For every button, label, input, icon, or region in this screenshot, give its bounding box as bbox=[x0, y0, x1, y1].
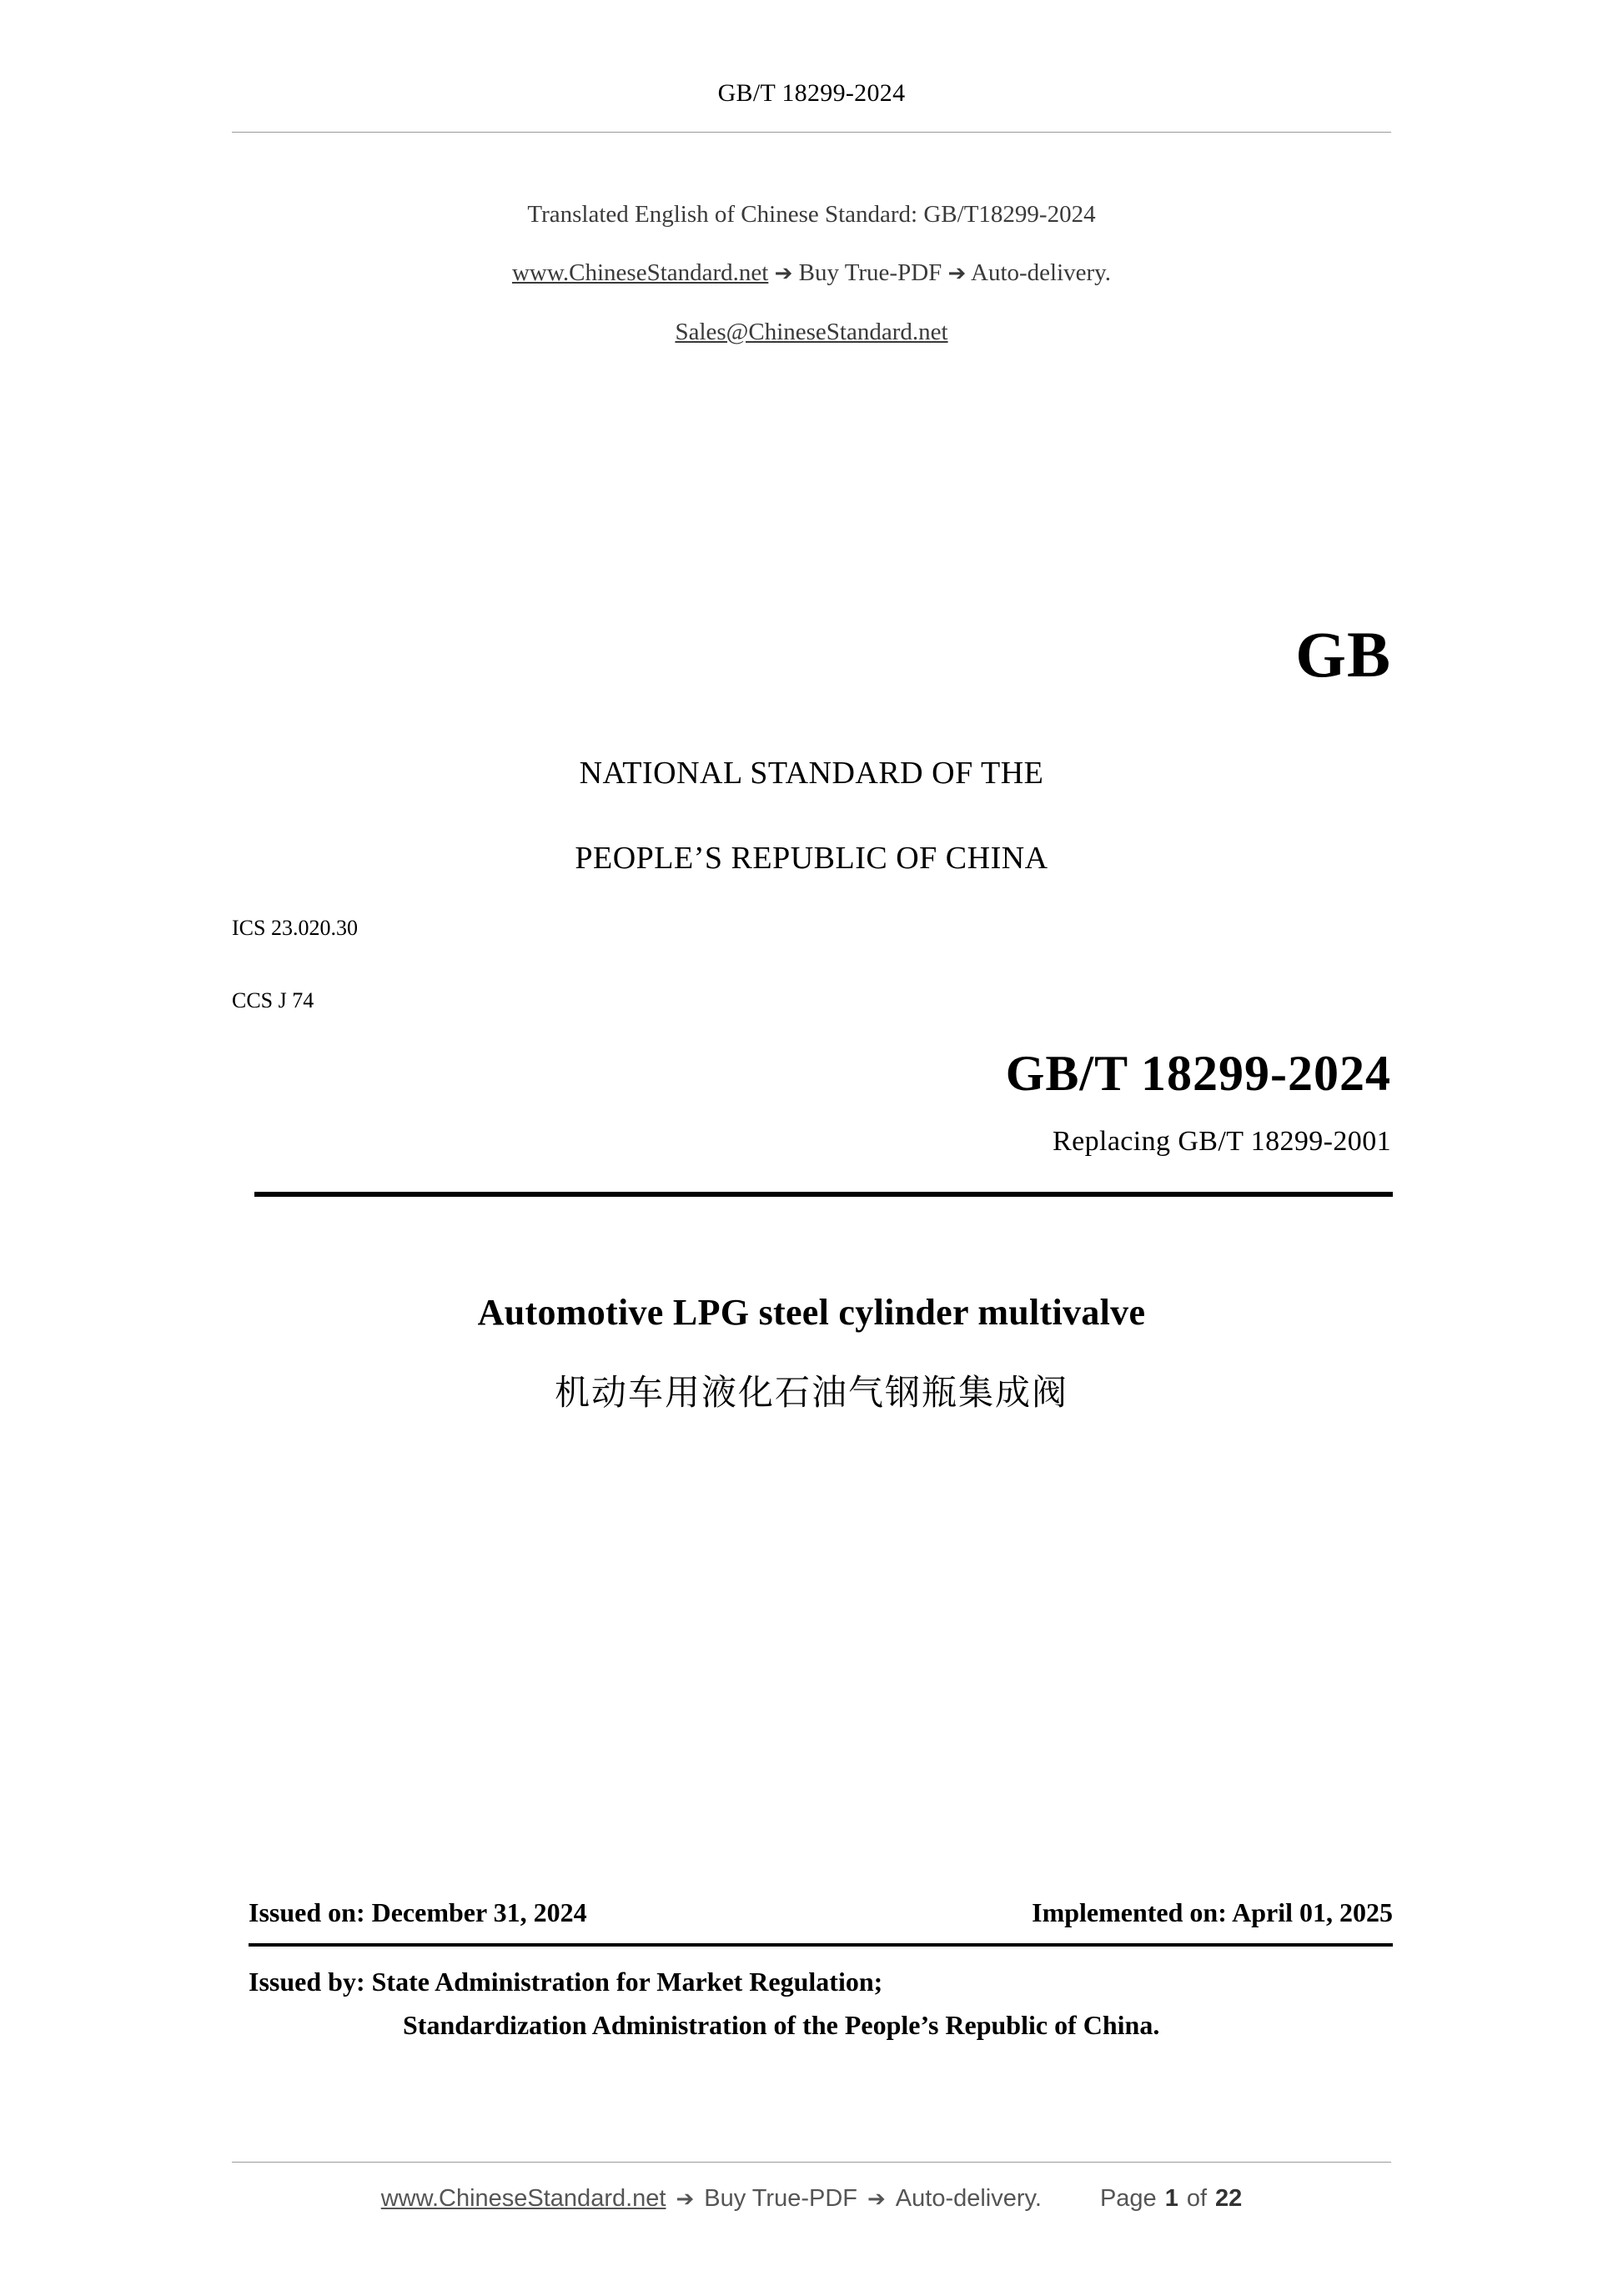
page-header-title: GB/T 18299-2024 bbox=[717, 79, 906, 107]
promo-delivery-label: Auto-delivery. bbox=[971, 259, 1112, 286]
issued-by-line-2: Standardization Administration of the People’s Republic of China. bbox=[403, 2010, 1160, 2040]
title-english: Automotive LPG steel cylinder multivalve bbox=[477, 1292, 1146, 1333]
footer-promo bbox=[381, 2185, 1042, 2213]
footer-site-link[interactable]: www.ChineseStandard.net bbox=[380, 2185, 666, 2212]
arrow-icon-4: ➔ bbox=[867, 2186, 886, 2212]
arrow-icon-3: ➔ bbox=[676, 2186, 695, 2212]
promo-link-line bbox=[0, 244, 1623, 303]
gb-mark: GB bbox=[1295, 618, 1391, 691]
cover-divider bbox=[254, 1192, 1393, 1197]
sales-email-link[interactable]: Sales@ChineseStandard.net bbox=[675, 319, 948, 345]
promo-translated-line: Translated English of Chinese Standard: GB/T18299-2024 bbox=[527, 201, 1096, 228]
page-number: 1 bbox=[1164, 2185, 1178, 2212]
page-footer bbox=[232, 2185, 1391, 2213]
page-label: Page bbox=[1099, 2185, 1157, 2212]
page-indicator bbox=[1100, 2185, 1242, 2213]
standard-number: GB/T 18299-2024 bbox=[1005, 1046, 1391, 1101]
issued-by-line-1: Issued by: State Administration for Market Regulation; bbox=[249, 1967, 883, 1997]
arrow-icon: ➔ bbox=[774, 261, 793, 286]
footer-delivery-label: Auto-delivery. bbox=[895, 2185, 1042, 2212]
footer-buy-label: Buy True-PDF bbox=[704, 2185, 857, 2212]
national-standard-line-1: NATIONAL STANDARD OF THE bbox=[579, 756, 1044, 791]
ics-code: ICS 23.020.30 bbox=[232, 916, 358, 940]
title-chinese: 机动车用液化石油气钢瓶集成阀 bbox=[554, 1372, 1068, 1413]
issue-dates-row bbox=[249, 1897, 1393, 1928]
page-of-label: of bbox=[1186, 2185, 1208, 2212]
issued-on-date: Issued on: December 31, 2024 bbox=[249, 1897, 587, 1927]
issue-divider bbox=[249, 1943, 1393, 1947]
issued-by-block bbox=[249, 1960, 1393, 2047]
promo-email-line bbox=[0, 303, 1623, 361]
footer-divider bbox=[232, 2162, 1391, 2163]
header-divider bbox=[232, 132, 1391, 133]
promo-buy-label: Buy True-PDF bbox=[798, 259, 942, 286]
national-standard-line-2: PEOPLE’S REPUBLIC OF CHINA bbox=[575, 841, 1048, 876]
page-total: 22 bbox=[1215, 2185, 1243, 2212]
implemented-on-date: Implemented on: April 01, 2025 bbox=[1032, 1897, 1393, 1927]
chinesestandard-link[interactable]: www.ChineseStandard.net bbox=[511, 259, 769, 286]
replacing-standard: Replacing GB/T 18299-2001 bbox=[1053, 1126, 1391, 1157]
arrow-icon-2: ➔ bbox=[947, 261, 967, 286]
promo-block bbox=[0, 185, 1623, 361]
ccs-code: CCS J 74 bbox=[232, 988, 314, 1012]
